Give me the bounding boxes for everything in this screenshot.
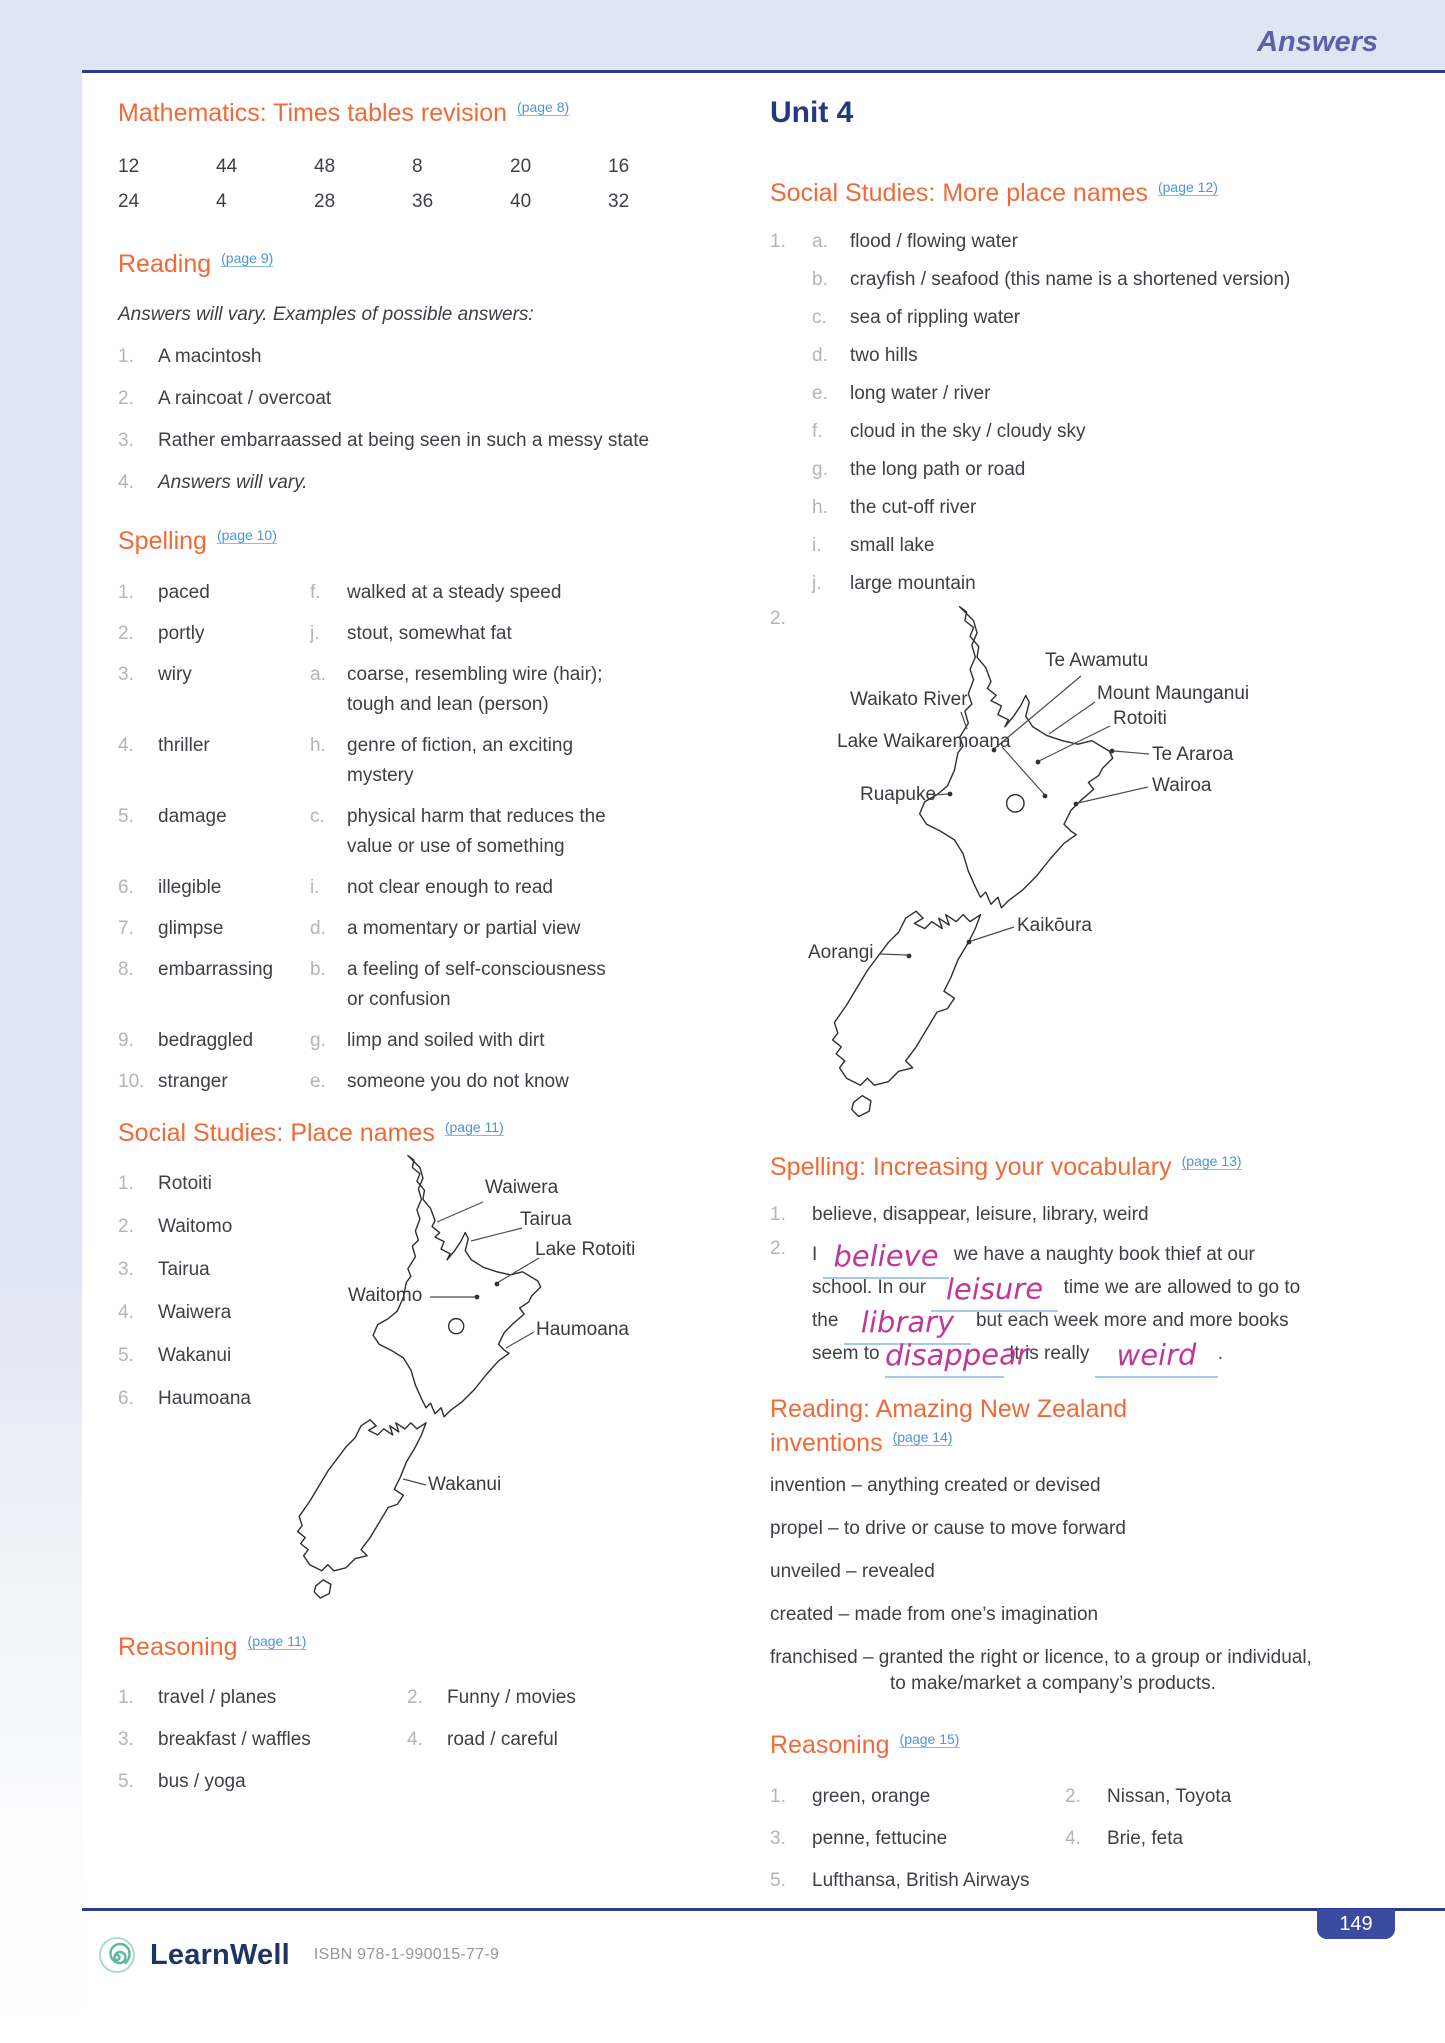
item-number: 2. xyxy=(118,623,134,644)
list-row xyxy=(770,307,1410,328)
item-letter: a. xyxy=(812,231,828,252)
item-letter: h. xyxy=(812,497,828,518)
definition: franchised – granted the right or licence, to a group or individual, xyxy=(770,1647,1312,1668)
list-row xyxy=(770,1870,1420,1892)
item-number: 1. xyxy=(118,582,134,603)
section-title xyxy=(118,92,706,128)
math-answer: 8 xyxy=(412,156,423,177)
item-number: 6. xyxy=(118,877,134,898)
map-label-aorangi: Aorangi xyxy=(808,942,874,963)
reasoning-list xyxy=(770,1786,1420,1892)
item-text: crayfish / seafood (this name is a shortened version) xyxy=(850,269,1291,290)
item-number: 9. xyxy=(118,1030,134,1051)
item-text: A macintosh xyxy=(158,346,262,367)
item-number: 1. xyxy=(118,346,134,367)
list-row xyxy=(770,1786,1420,1808)
word: damage xyxy=(158,806,227,827)
item-text: penne, fettucine xyxy=(812,1828,948,1849)
match-row xyxy=(118,955,658,1015)
definition: limp and soiled with dirt xyxy=(347,1030,545,1051)
item-text: two hills xyxy=(850,345,918,366)
page-ref-link[interactable]: (page 12) xyxy=(1157,179,1218,195)
question-number-2: 2. xyxy=(770,608,786,629)
item-number: 2. xyxy=(1065,1786,1081,1807)
map-label-tairua: Tairua xyxy=(520,1209,572,1230)
map-label-wairoa: Wairoa xyxy=(1152,775,1212,796)
item-letter: f. xyxy=(812,421,823,442)
reasoning-right-title: Reasoning xyxy=(770,1731,890,1759)
match-row xyxy=(118,873,658,903)
section-title xyxy=(118,243,658,279)
sentence-text: the xyxy=(812,1310,839,1331)
section-math xyxy=(118,92,706,224)
sentence-text: . xyxy=(1217,1343,1223,1364)
item-text: Funny / movies xyxy=(447,1687,576,1708)
math-answer: 32 xyxy=(608,191,630,212)
item-text: small lake xyxy=(850,535,935,556)
question-number: 1. xyxy=(770,231,786,252)
section-more-place-names xyxy=(770,172,1410,611)
brand-wordmark: LearnWell xyxy=(150,1938,290,1971)
section-vocabulary xyxy=(770,1146,1420,1373)
item-number: 4. xyxy=(118,472,134,493)
item-text: sea of rippling water xyxy=(850,307,1021,328)
item-number: 6. xyxy=(118,1388,134,1409)
match-letter: d. xyxy=(310,918,326,939)
item-number: 4. xyxy=(118,735,134,756)
list-row xyxy=(770,573,1410,594)
definition: walked at a steady speed xyxy=(347,582,562,603)
word: thriller xyxy=(158,735,210,756)
reasoning-title: Reasoning xyxy=(118,1633,238,1661)
match-row xyxy=(118,578,658,608)
item-text: breakfast / waffles xyxy=(158,1729,311,1750)
section-title xyxy=(770,1395,1430,1423)
match-row xyxy=(118,731,658,791)
match-row xyxy=(118,914,658,944)
item-number: 10. xyxy=(118,1071,145,1092)
item-text: the long path or road xyxy=(850,459,1026,480)
item-text: believe, disappear, leisure, library, weird xyxy=(812,1204,1149,1225)
map-label-rotoiti: Rotoiti xyxy=(1113,708,1167,729)
item-number: 5. xyxy=(118,1345,134,1366)
item-number: 4. xyxy=(407,1729,423,1750)
lettered-answer-list xyxy=(770,231,1410,594)
item-text: green, orange xyxy=(812,1786,931,1807)
item-letter: i. xyxy=(812,535,822,556)
list-row xyxy=(118,1729,663,1751)
map-label-mount-maunganui: Mount Maunganui xyxy=(1097,683,1250,704)
item-text: Rotoiti xyxy=(158,1173,212,1194)
definition: propel – to drive or cause to move forward xyxy=(770,1518,1126,1539)
section-title xyxy=(118,520,658,556)
item-letter: e. xyxy=(812,383,828,404)
section-reading xyxy=(118,243,658,514)
spelling-match-list xyxy=(118,578,658,1097)
nz-map-left-svg xyxy=(258,1148,668,1608)
item-number: 2. xyxy=(118,388,134,409)
section-reasoning-right xyxy=(770,1724,1420,1912)
page-number-badge: 149 xyxy=(1317,1909,1395,1939)
math-answer: 20 xyxy=(510,156,532,177)
math-answer: 36 xyxy=(412,191,434,212)
item-number: 4. xyxy=(118,1302,134,1323)
stewart-island-outline xyxy=(314,1580,331,1598)
item-text: bus / yoga xyxy=(158,1771,246,1792)
list-row xyxy=(770,1828,1420,1850)
item-number: 7. xyxy=(118,918,134,939)
list-row xyxy=(770,535,1410,556)
item-number: 3. xyxy=(770,1828,786,1849)
nz-map-right xyxy=(790,598,1265,1128)
item-text: Haumoana xyxy=(158,1388,251,1409)
item-text: Waiwera xyxy=(158,1302,232,1323)
item-text: Answers will vary. xyxy=(158,472,308,493)
definition-list xyxy=(770,1475,1430,1695)
item-number: 3. xyxy=(118,664,134,685)
item-letter: c. xyxy=(812,307,827,328)
definition: created – made from one’s imagination xyxy=(770,1604,1099,1625)
map-label-waitomo: Waitomo xyxy=(348,1285,423,1306)
item-letter: d. xyxy=(812,345,828,366)
fill-line xyxy=(812,1271,1420,1307)
inventions-title-line1: Reading: Amazing New Zealand xyxy=(770,1395,1128,1423)
sentence-text: It is really xyxy=(1009,1343,1090,1364)
match-letter: h. xyxy=(310,735,326,756)
footer xyxy=(96,1934,499,1976)
word: embarrassing xyxy=(158,959,274,980)
nz-map-right-svg xyxy=(790,598,1265,1128)
item-number: 2. xyxy=(118,1216,134,1237)
left-margin-band xyxy=(0,70,82,2043)
item-text: A raincoat / overcoat xyxy=(158,388,332,409)
times-tables-answers xyxy=(118,154,706,215)
definition: a feeling of self-consciousness or confusion xyxy=(347,959,606,1010)
answer-blank[interactable] xyxy=(1095,1337,1218,1378)
item-text: the cut-off river xyxy=(850,497,977,518)
item-number: 1. xyxy=(118,1687,134,1708)
match-row xyxy=(118,660,658,720)
list-row xyxy=(770,345,1410,366)
item-text: Waitomo xyxy=(158,1216,233,1237)
page-header-answers: Answers xyxy=(1257,26,1378,58)
section-title xyxy=(770,1146,1420,1182)
handwritten-answer: weird xyxy=(1116,1337,1197,1373)
page-ref-link[interactable]: (page 8) xyxy=(517,99,570,115)
definition: someone you do not know xyxy=(347,1071,569,1092)
top-rule xyxy=(82,70,1445,73)
word: portly xyxy=(158,623,205,644)
item-number: 3. xyxy=(118,430,134,451)
list-item xyxy=(118,346,658,368)
sentence-text: school. In our xyxy=(812,1277,927,1298)
definition: a momentary or partial view xyxy=(347,918,581,939)
list-row xyxy=(118,1687,663,1709)
vocab-title: Spelling: Increasing your vocabulary xyxy=(770,1153,1172,1181)
south-island-outline xyxy=(833,911,981,1085)
item-number: 5. xyxy=(118,806,134,827)
item-number: 5. xyxy=(770,1870,786,1891)
list-row xyxy=(770,383,1410,404)
isbn-text: ISBN 978-1-990015-77-9 xyxy=(313,1946,500,1963)
page-ref-link[interactable]: (page 15) xyxy=(899,1731,960,1747)
inventions-title-line2: inventions xyxy=(770,1429,883,1457)
word: illegible xyxy=(158,877,222,898)
math-answer: 48 xyxy=(314,156,336,177)
item-text: Wakanui xyxy=(158,1345,232,1366)
sentence-text: seem to xyxy=(812,1343,880,1364)
match-row xyxy=(118,1026,658,1056)
definition-continuation: to make/market a company’s products. xyxy=(890,1673,1216,1694)
match-row xyxy=(118,619,658,649)
match-row xyxy=(118,1067,658,1097)
top-band xyxy=(0,0,1445,70)
section-spelling xyxy=(118,520,658,1108)
item-number: 4. xyxy=(1065,1828,1081,1849)
map-label-ruapuke: Ruapuke xyxy=(860,784,937,805)
handwritten-answer: leisure xyxy=(946,1271,1044,1307)
section-inventions xyxy=(770,1395,1430,1716)
reading-title: Reading xyxy=(118,250,212,278)
map-label-haumoana: Haumoana xyxy=(536,1319,629,1340)
list-row xyxy=(770,269,1410,290)
reasoning-list xyxy=(118,1687,663,1793)
section-title xyxy=(770,1724,1420,1760)
list-row xyxy=(770,459,1410,480)
map-label-te-awamutu: Te Awamutu xyxy=(1045,650,1149,671)
definition: stout, somewhat fat xyxy=(347,623,512,644)
page-ref-link[interactable]: (page 13) xyxy=(1181,1153,1242,1169)
definition: physical harm that reduces the value or use of something xyxy=(347,806,606,857)
item-number: 5. xyxy=(118,1771,134,1792)
list-row xyxy=(770,421,1410,442)
item-text: long water / river xyxy=(850,383,991,404)
answer-blank[interactable] xyxy=(884,1337,1029,1378)
item-text: road / careful xyxy=(447,1729,558,1750)
page-ref-link[interactable]: (page 9) xyxy=(221,250,274,266)
map-label-lake-waikaremoana: Lake Waikaremoana xyxy=(837,731,1011,752)
word: wiry xyxy=(158,664,192,685)
definition: genre of fiction, an exciting mystery xyxy=(347,735,574,786)
item-number: 8. xyxy=(118,959,134,980)
handwritten-answer: disappear xyxy=(884,1337,1029,1373)
item-number: 1. xyxy=(118,1173,134,1194)
fill-line xyxy=(812,1304,1420,1340)
item-text: Lufthansa, British Airways xyxy=(812,1870,1030,1891)
handwritten-answer: library xyxy=(860,1304,955,1340)
item-text: Tairua xyxy=(158,1259,210,1280)
math-row xyxy=(118,189,706,215)
lake-taupo xyxy=(449,1319,464,1334)
vocab-item-2 xyxy=(770,1238,1420,1373)
sentence-text: we have a naughty book thief at our xyxy=(953,1244,1255,1265)
fill-line xyxy=(812,1337,1420,1373)
item-number: 2. xyxy=(407,1687,423,1708)
item-text: large mountain xyxy=(850,573,976,594)
match-letter: b. xyxy=(310,959,326,980)
more-place-names-title: Social Studies: More place names xyxy=(770,179,1148,207)
math-row xyxy=(118,154,706,180)
fill-in-paragraph xyxy=(812,1238,1420,1373)
south-island-outline xyxy=(298,1420,426,1571)
item-text: Rather embarraassed at being seen in such a messy state xyxy=(158,430,650,451)
stewart-island-outline xyxy=(852,1096,871,1117)
item-letter: b. xyxy=(812,269,828,290)
definition: invention – anything created or devised xyxy=(770,1475,1101,1496)
section-title-line2 xyxy=(770,1423,1430,1457)
section-title xyxy=(118,1626,663,1662)
word: stranger xyxy=(158,1071,228,1092)
reading-intro: Answers will vary. Examples of possible answers: xyxy=(118,304,534,325)
page-ref-link[interactable]: (page 11) xyxy=(247,1633,307,1649)
section-reasoning-left xyxy=(118,1626,663,1813)
section-title xyxy=(118,1112,504,1148)
math-answer: 40 xyxy=(510,191,532,212)
match-letter: a. xyxy=(310,664,326,685)
word: bedraggled xyxy=(158,1030,254,1051)
sentence-text: time we are allowed to go to xyxy=(1063,1277,1301,1298)
section-title xyxy=(770,172,1410,208)
math-answer: 4 xyxy=(216,191,227,212)
list-item xyxy=(118,430,658,452)
math-answer: 28 xyxy=(314,191,336,212)
item-text: flood / flowing water xyxy=(850,231,1018,252)
list-item xyxy=(118,472,658,494)
handwritten-answer: believe xyxy=(832,1238,939,1274)
list-row xyxy=(770,231,1410,252)
item-text: travel / planes xyxy=(158,1687,277,1708)
reading-answers xyxy=(118,346,658,494)
math-answer: 16 xyxy=(608,156,630,177)
item-number: 1. xyxy=(770,1204,786,1225)
unit-heading: Unit 4 xyxy=(770,96,854,129)
map-label-lake-rotoiti: Lake Rotoiti xyxy=(535,1239,636,1260)
item-number: 3. xyxy=(118,1259,134,1280)
page-ref-link[interactable]: (page 11) xyxy=(444,1119,504,1135)
list-item xyxy=(118,388,658,410)
fill-line xyxy=(812,1238,1420,1274)
nz-map-left xyxy=(258,1148,668,1608)
spelling-title: Spelling xyxy=(118,527,207,555)
item-number: 3. xyxy=(118,1729,134,1750)
map-label-wakanui: Wakanui xyxy=(428,1474,502,1495)
map-label-kaikoura: Kaikōura xyxy=(1017,915,1092,936)
item-number: 2. xyxy=(770,1238,786,1259)
match-letter: g. xyxy=(310,1030,326,1051)
map-label-waikato-river: Waikato River xyxy=(850,689,968,710)
vocab-item-1 xyxy=(770,1204,1420,1226)
item-number: 1. xyxy=(770,1786,786,1807)
word: glimpse xyxy=(158,918,224,939)
item-letter: j. xyxy=(812,573,822,594)
place-names-title: Social Studies: Place names xyxy=(118,1119,435,1147)
math-answer: 24 xyxy=(118,191,140,212)
definition: unveiled – revealed xyxy=(770,1561,935,1582)
item-letter: g. xyxy=(812,459,828,480)
sentence-text: I xyxy=(812,1244,818,1265)
lake-taupo xyxy=(1007,795,1024,812)
math-answer: 12 xyxy=(118,156,140,177)
match-letter: c. xyxy=(310,806,325,827)
word: paced xyxy=(158,582,210,603)
learnwell-logo-spiral-icon xyxy=(96,1934,138,1976)
page-ref-link[interactable]: (page 14) xyxy=(892,1429,953,1445)
item-text: cloud in the sky / cloudy sky xyxy=(850,421,1086,442)
match-letter: j. xyxy=(310,623,320,644)
match-row xyxy=(118,802,658,862)
list-row xyxy=(770,497,1410,518)
definition: not clear enough to read xyxy=(347,877,553,898)
map-label-waiwera: Waiwera xyxy=(485,1177,559,1198)
math-title: Mathematics: Times tables revision xyxy=(118,99,508,127)
match-letter: f. xyxy=(310,582,321,603)
list-row xyxy=(118,1771,663,1793)
sentence-text: but each week more and more books xyxy=(975,1310,1289,1331)
match-letter: e. xyxy=(310,1071,326,1092)
item-text: Brie, feta xyxy=(1107,1828,1184,1849)
page-ref-link[interactable]: (page 10) xyxy=(216,527,277,543)
definition: coarse, resembling wire (hair); tough and lean (person) xyxy=(347,664,603,715)
item-text: Nissan, Toyota xyxy=(1107,1786,1232,1807)
match-letter: i. xyxy=(310,877,320,898)
map-label-te-araroa: Te Araroa xyxy=(1152,744,1234,765)
math-answer: 44 xyxy=(216,156,238,177)
